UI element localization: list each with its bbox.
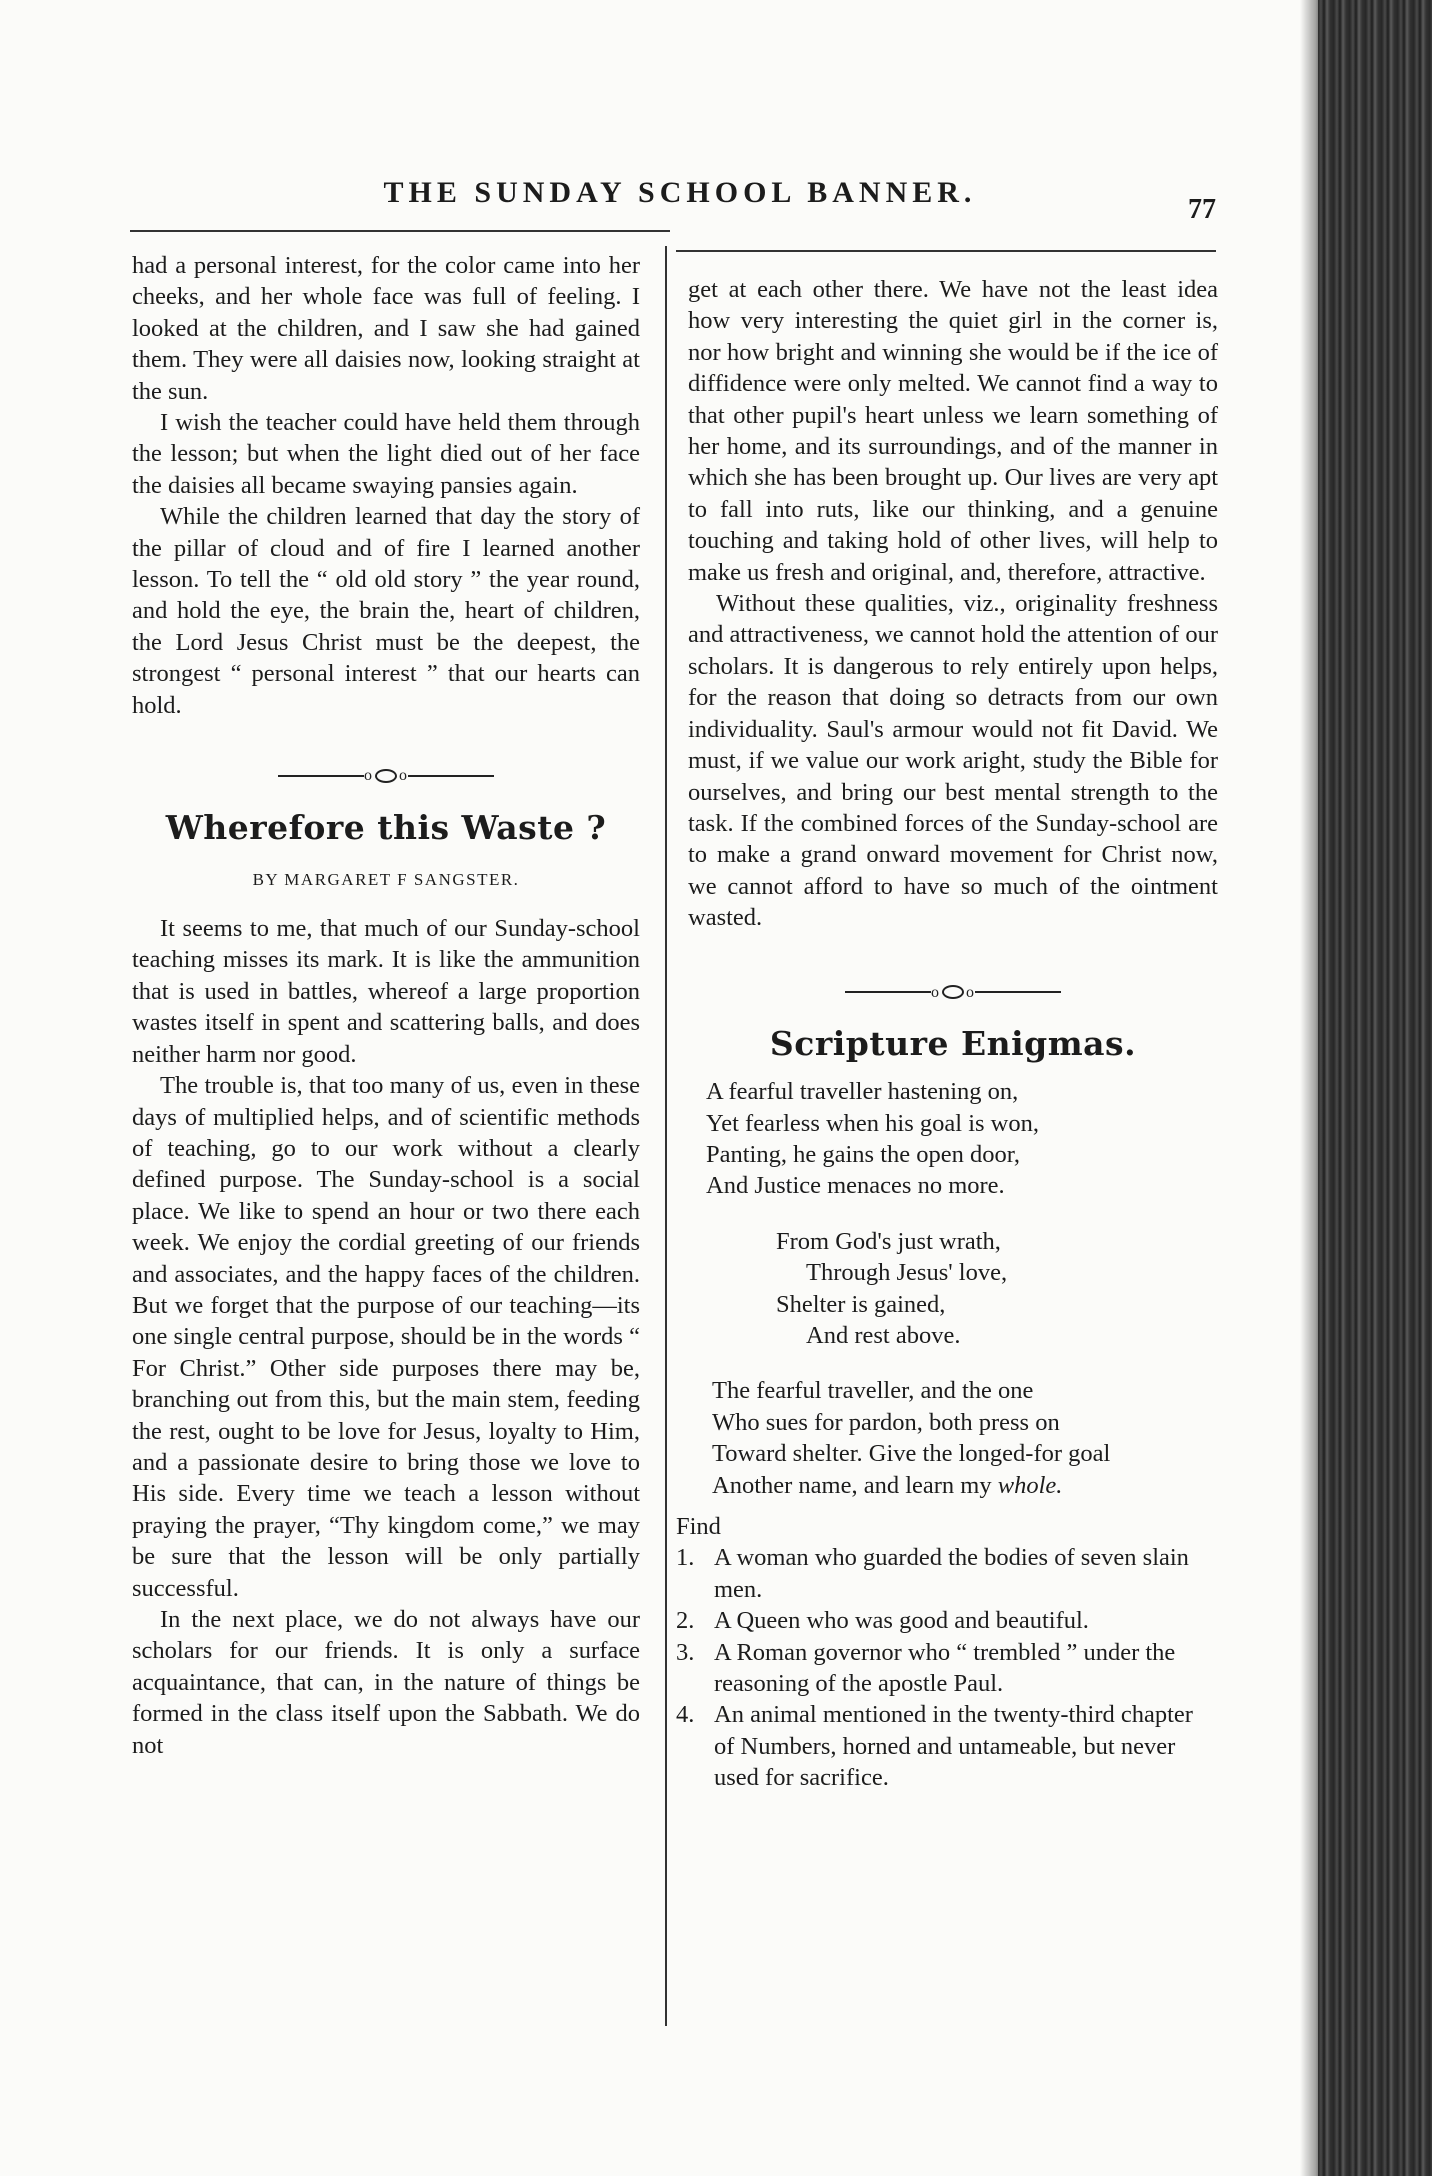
paragraph: In the next place, we do not always have our scholars for our friends. It is only a surface acquaintance, that can, in the nature of things be formed in the class itself upon the Sabbath. We do not bbox=[132, 1606, 640, 1759]
book-spine bbox=[1318, 0, 1432, 2176]
paragraph: I wish the teacher could have held them through the lesson; but when the light died out of her face the daisies all became swaying pansies again. bbox=[132, 409, 640, 499]
paragraph: The trouble is, that too many of us, even in these days of multiplied helps, and of scientific methods of teaching, go to our work without a clearly defined purpose. The Sunday-school is a social place. We like to spend an hour or two there each week. We enjoy the cordial greeting of our friends and associates, and the happy faces of the children. But we forget that the purpose of our teaching—its one single central purpose, should be in the words “ For Christ.” Other side purposes there may be, branching out from this, but the main stem, feeding the rest, ought to be love for Jesus, loyalty to Him, and a passionate desire to bring those we love to His side. Every time we teach a lesson without praying the prayer, “Thy kingdom come,” we may be sure that the lesson will be only partially successful. bbox=[132, 1072, 640, 1602]
find-label: Find bbox=[676, 1512, 721, 1540]
item-number: 1. bbox=[676, 1544, 695, 1572]
header-rule-right bbox=[676, 250, 1216, 252]
enigma-stanza-1 bbox=[706, 1076, 1218, 1202]
item-text: A Queen who was good and beautiful. bbox=[714, 1607, 1089, 1635]
verse-line: A fearful traveller hastening on, bbox=[706, 1078, 1019, 1106]
list-item bbox=[676, 1637, 1218, 1700]
section-ornament: o o bbox=[132, 759, 640, 792]
item-text: A woman who guarded the bodies of seven slain men. bbox=[714, 1544, 1189, 1603]
paragraph: While the children learned that day the story of the pillar of cloud and of fire I learned another lesson. To tell the “ old old story ” the year round, and hold the eye, the brain the, heart of children, the Lord Jesus Christ must be the deepest, the strongest “ personal interest ” that our hearts can hold. bbox=[132, 503, 640, 719]
verse-line: Panting, he gains the open door, bbox=[706, 1140, 1021, 1168]
article-title: Wherefore this Waste ? bbox=[165, 807, 607, 847]
enigma-list bbox=[676, 1542, 1218, 1793]
item-number: 2. bbox=[676, 1607, 695, 1635]
paragraph: had a personal interest, for the color came into her cheeks, and her whole face was full of feeling. I looked at the children, and I saw she had gained them. They were all daisies now, looking straight at the sun. bbox=[132, 252, 640, 405]
enigma-title: Scripture Enigmas. bbox=[769, 1024, 1137, 1064]
right-column bbox=[676, 274, 1218, 1794]
verse-line: Through Jesus' love, bbox=[806, 1259, 1008, 1287]
item-text: A Roman governor who “ trembled ” under the reasoning of the apostle Paul. bbox=[714, 1638, 1176, 1698]
article-byline: BY MARGARET F SANGSTER. bbox=[252, 869, 520, 889]
verse-line: Toward shelter. Give the longed-for goal bbox=[712, 1440, 1111, 1468]
left-column bbox=[132, 250, 640, 1761]
verse-line: And rest above. bbox=[806, 1321, 961, 1349]
enigma-stanza-3 bbox=[712, 1375, 1218, 1501]
paragraph: It seems to me, that much of our Sunday-school teaching misses its mark. It is like the ammunition that is used in battles, whereof a large proportion wastes itself in spent and scattering balls, and does neither harm nor good. bbox=[132, 915, 640, 1068]
item-number: 3. bbox=[676, 1638, 695, 1666]
verse-line: Who sues for pardon, both press on bbox=[712, 1408, 1060, 1436]
item-text: An animal mentioned in the twenty-third chapter of Numbers, horned and untameable, but never used for sacrifice. bbox=[714, 1701, 1193, 1792]
list-item bbox=[676, 1542, 1218, 1605]
verse-line: Yet fearless when his goal is won, bbox=[706, 1109, 1039, 1137]
verse-text: Another name, and learn my bbox=[712, 1471, 998, 1499]
verse-line: From God's just wrath, bbox=[776, 1227, 1001, 1255]
verse-line: And Justice menaces no more. bbox=[706, 1172, 1005, 1200]
header-rule-left bbox=[130, 230, 670, 232]
section-ornament: o o bbox=[688, 976, 1218, 1009]
paragraph: Without these qualities, viz., originality freshness and attractiveness, we cannot hold the attention of our scholars. It is dangerous to rely entirely upon helps, for the reason that doing so detracts from our own individuality. Saul's armour would not fit David. We must, if we value our work aright, study the Bible for ourselves, and bring our best mental strength to the task. If the combined forces of the Sunday-school are to make a grand onward movement for Christ now, we cannot afford to have so much of the ointment wasted. bbox=[688, 590, 1218, 932]
list-item bbox=[676, 1699, 1218, 1793]
list-item bbox=[676, 1605, 1218, 1636]
paragraph: get at each other there. We have not the least idea how very interesting the quiet girl in the corner is, nor how bright and winning she would be if the ice of diffidence were only melted. We cannot find a way to that other pupil's heart unless we learn something of her home, and its surroundings, and of the manner in which she has been brought up. Our lives are very apt to fall into ruts, like our thinking, and a genuine touching and taking hold of other lives, will help to make us fresh and original, and, therefore, attractive. bbox=[688, 276, 1218, 586]
page-number: 77 bbox=[1188, 194, 1216, 225]
verse-line: Shelter is gained, bbox=[776, 1290, 946, 1318]
item-number: 4. bbox=[676, 1701, 695, 1729]
verse-line: The fearful traveller, and the one bbox=[712, 1377, 1034, 1405]
running-header: THE SUNDAY SCHOOL BANNER. bbox=[383, 176, 977, 209]
verse-emphasis: whole. bbox=[997, 1471, 1063, 1499]
verse-line bbox=[712, 1470, 1218, 1501]
column-divider bbox=[665, 246, 667, 2026]
enigma-stanza-2 bbox=[776, 1226, 1218, 1352]
